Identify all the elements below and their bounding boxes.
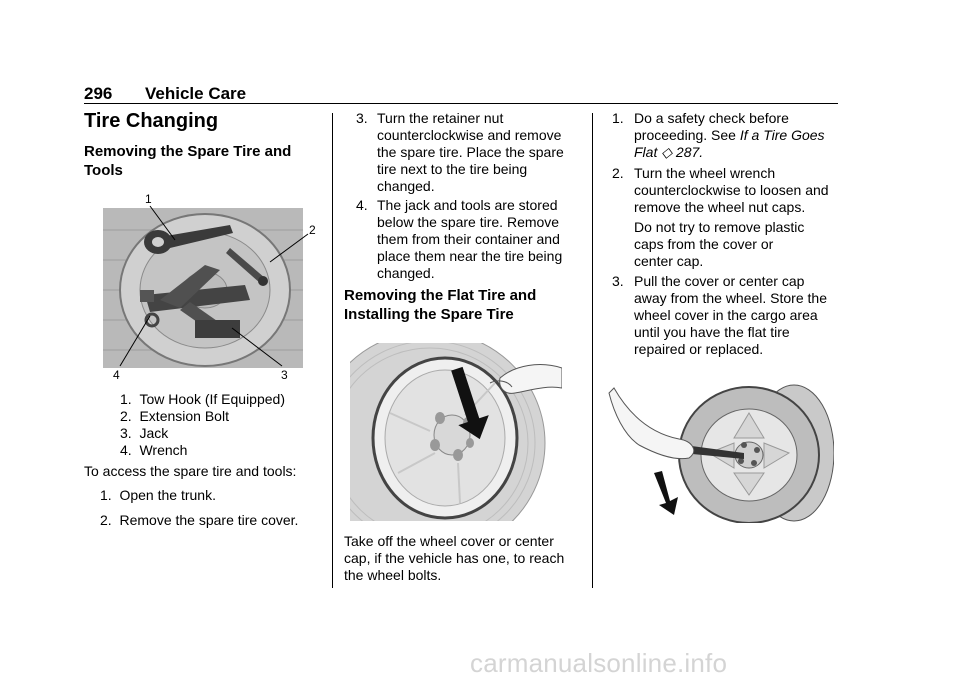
step-item: 3. Pull the cover or center cap away from the wheel. Store the wheel cover in the cargo area until you have the flat tire repaired or replaced.: [612, 273, 827, 357]
subheading-line: Removing the Spare Tire and: [84, 143, 292, 160]
step-item: 1. Do a safety check before proceeding. See If a Tire Goes Flat ◇ 287.: [612, 110, 838, 161]
step-item: 2. Turn the wheel wrench counterclockwise to loosen and remove the wheel nut caps.: [612, 165, 829, 215]
figure-legend: [120, 391, 285, 459]
cross-reference-link[interactable]: If a Tire Goes: [739, 127, 825, 143]
cross-reference-link[interactable]: Flat ◇ 287.: [634, 144, 704, 160]
callout-3: 3: [281, 368, 288, 382]
legend-item: 2. Extension Bolt: [120, 408, 229, 424]
legend-item: 1. Tow Hook (If Equipped): [120, 391, 285, 407]
step-item: 4. The jack and tools are stored below the spare tire. Remove them from their container and place them near the tire being changed.: [356, 197, 563, 281]
step-item: 1. Open the trunk.: [100, 487, 216, 503]
subheading: [84, 142, 291, 180]
page-number: 296: [84, 84, 113, 103]
column-divider: [592, 113, 593, 588]
spare-tire-tools-illustration: [100, 190, 325, 385]
step-item: 3. Turn the retainer nut counterclockwise and remove the spare tire. Place the spare tire next to the tire being changed.: [356, 110, 564, 194]
intro-text: To access the spare tire and tools:: [84, 463, 297, 479]
subheading-line: Tools: [84, 162, 123, 179]
step-item: 2. Remove the spare tire cover.: [100, 512, 299, 528]
watermark: carmanualsonline.info: [470, 648, 728, 678]
callout-2: 2: [309, 223, 316, 237]
column-divider: [332, 113, 333, 588]
legend-item: 4. Wrench: [120, 442, 188, 458]
legend-item: 3. Jack: [120, 425, 169, 441]
hand-icon: [609, 388, 694, 459]
callout-4: 4: [113, 368, 120, 382]
wheel-cover-illustration: [350, 343, 562, 521]
figure-caption: Take off the wheel cover or center cap, if the vehicle has one, to reach the wheel bolts.: [344, 533, 565, 583]
section-heading: Removing the Flat Tire and Installing the Spare Tire: [344, 287, 537, 323]
note-text: Do not try to remove plastic caps from the cover or center cap.: [634, 219, 805, 269]
page-heading: Tire Changing: [84, 110, 219, 132]
wheel-wrench-illustration: [604, 383, 834, 523]
callout-1: 1: [145, 192, 152, 206]
section-title: Vehicle Care: [145, 84, 247, 103]
header-rule: [84, 103, 838, 104]
arrow-icon: [654, 471, 678, 515]
